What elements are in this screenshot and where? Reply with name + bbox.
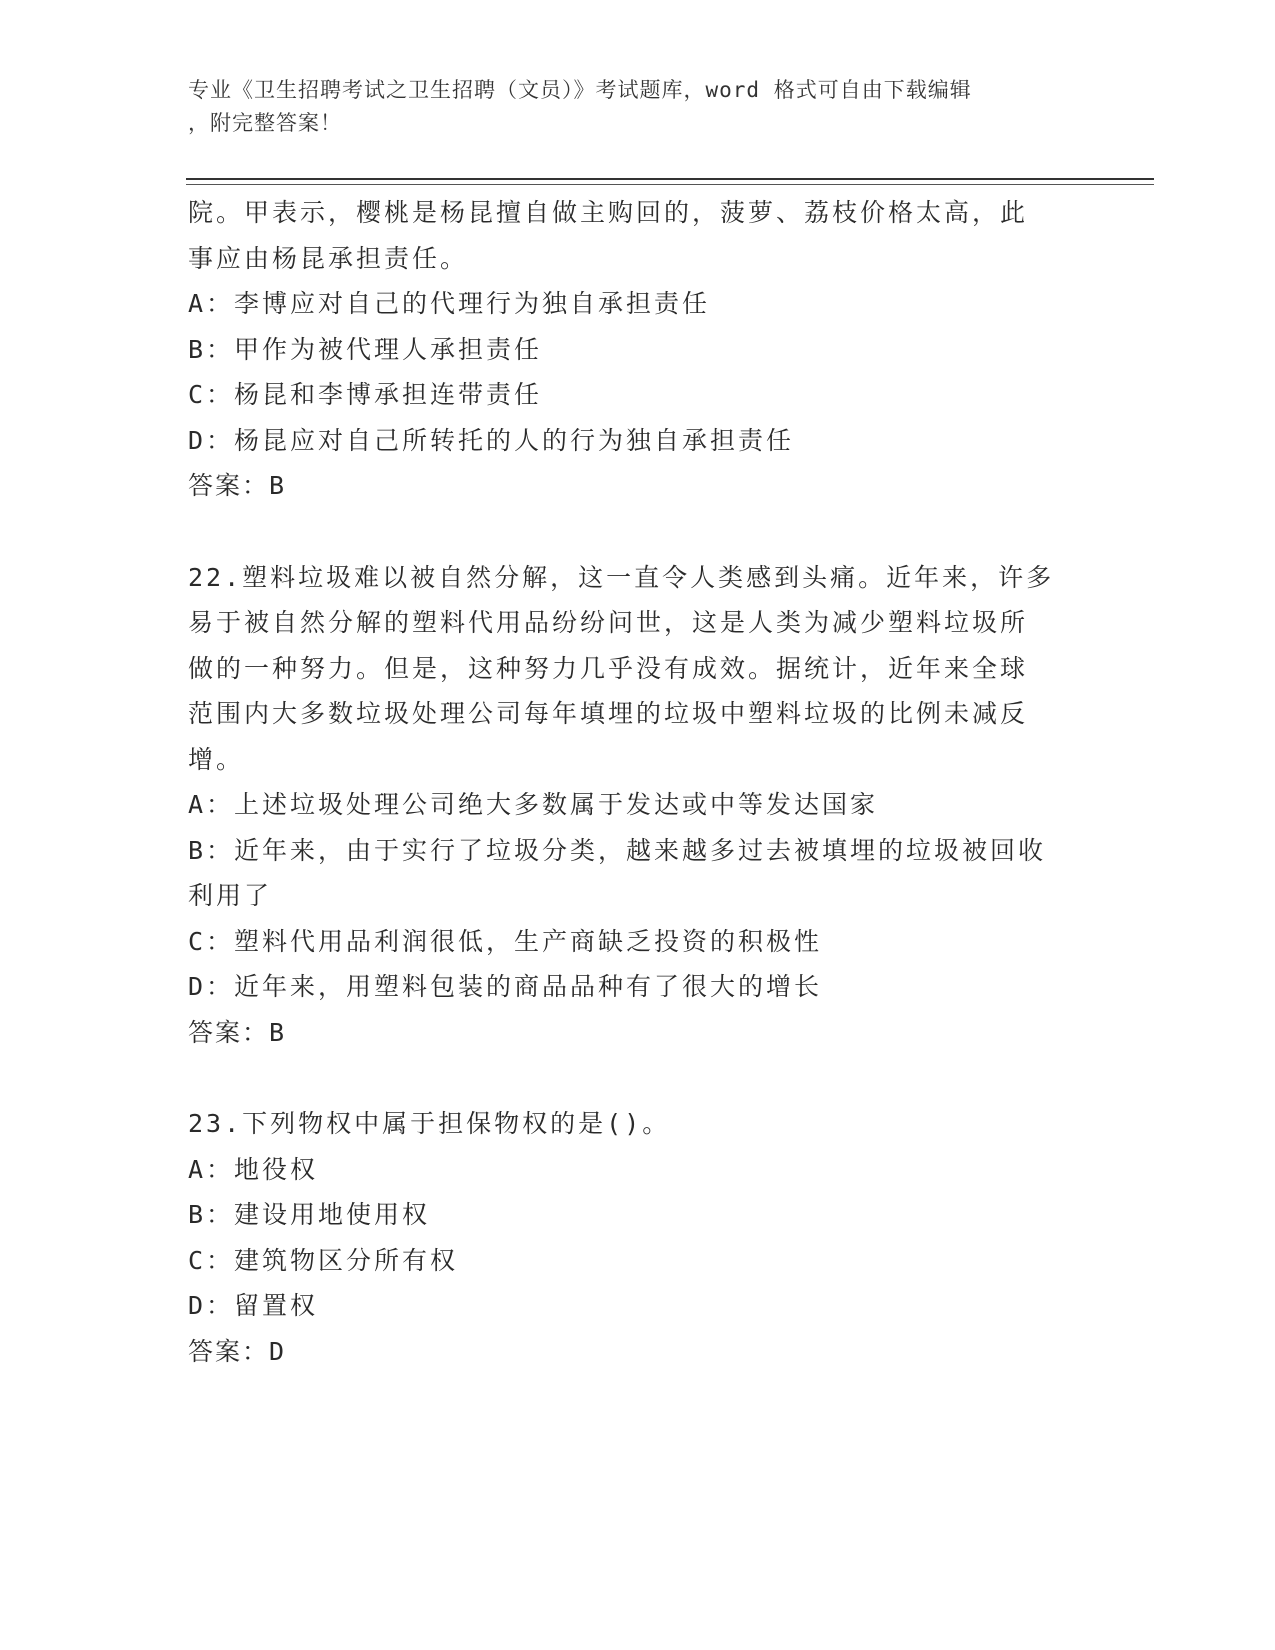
spacer bbox=[188, 1055, 1088, 1101]
option-b: B：近年来，由于实行了垃圾分类，越来越多过去被填埋的垃圾被回收 bbox=[188, 835, 1047, 865]
question-stem-line: 院。甲表示，樱桃是杨昆擅自做主购回的，菠萝、荔枝价格太高，此 bbox=[188, 198, 1029, 227]
header-divider-thick bbox=[186, 178, 1154, 180]
question-23 bbox=[188, 1101, 1088, 1374]
question-21 bbox=[188, 190, 1088, 509]
option-d: D：留置权 bbox=[188, 1291, 319, 1320]
question-list bbox=[188, 190, 1088, 1374]
question-stem-line: 易于被自然分解的塑料代用品纷纷问世，这是人类为减少塑料垃圾所 bbox=[188, 608, 1029, 637]
header-divider-thin bbox=[186, 184, 1154, 185]
option-a: A：李博应对自己的代理行为独自承担责任 bbox=[188, 289, 711, 318]
question-stem-line: 做的一种努力。但是，这种努力几乎没有成效。据统计，近年来全球 bbox=[188, 653, 1029, 683]
header-line-1: 专业《卫生招聘考试之卫生招聘（文员）》考试题库，word 格式可自由下载编辑 bbox=[188, 78, 972, 102]
option-c: C：塑料代用品利润很低，生产商缺乏投资的积极性 bbox=[188, 926, 823, 956]
answer-line: 答案：D bbox=[188, 1336, 287, 1366]
option-b: B：甲作为被代理人承担责任 bbox=[188, 334, 543, 364]
question-stem-line: 23.下列物权中属于担保物权的是()。 bbox=[188, 1109, 671, 1138]
answer-line: 答案：B bbox=[188, 1017, 287, 1047]
question-22 bbox=[188, 555, 1088, 1056]
option-a: A：上述垃圾处理公司绝大多数属于发达或中等发达国家 bbox=[188, 790, 879, 819]
option-d: D：杨昆应对自己所转托的人的行为独自承担责任 bbox=[188, 425, 795, 455]
option-b-continued: 利用了 bbox=[188, 881, 273, 910]
spacer bbox=[188, 509, 1088, 555]
question-stem-line: 增。 bbox=[188, 744, 245, 774]
question-stem-line: 范围内大多数垃圾处理公司每年填埋的垃圾中塑料垃圾的比例未减反 bbox=[188, 699, 1029, 728]
question-stem-line: 22.塑料垃圾难以被自然分解，这一直令人类感到头痛。近年来，许多 bbox=[188, 562, 1055, 592]
option-b: B：建设用地使用权 bbox=[188, 1200, 431, 1229]
answer-line: 答案：B bbox=[188, 471, 287, 500]
option-c: C：建筑物区分所有权 bbox=[188, 1245, 459, 1275]
question-stem-line: 事应由杨昆承担责任。 bbox=[188, 243, 469, 273]
document-header bbox=[188, 74, 1068, 140]
header-line-2: ，附完整答案！ bbox=[188, 111, 342, 135]
option-c: C：杨昆和李博承担连带责任 bbox=[188, 380, 543, 409]
option-d: D：近年来，用塑料包装的商品品种有了很大的增长 bbox=[188, 972, 823, 1001]
option-a: A：地役权 bbox=[188, 1154, 319, 1184]
